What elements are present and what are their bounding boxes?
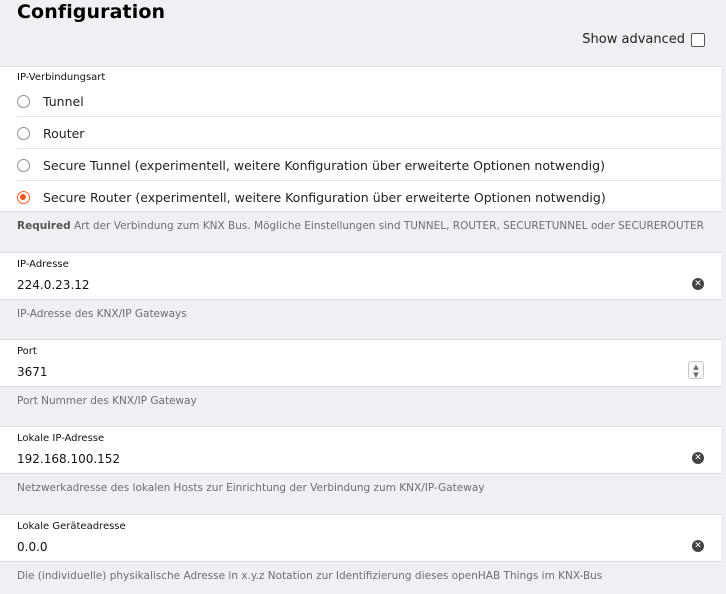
connection-type-label: IP-Verbindungsart (17, 72, 106, 83)
stepper-arrows-icon[interactable]: ▲ ▼ (688, 361, 704, 379)
local-ip-label: Lokale IP-Adresse (17, 433, 105, 444)
ip-address-field[interactable] (0, 252, 721, 300)
clear-icon[interactable]: ✕ (692, 278, 704, 290)
port-input[interactable]: 3671 (17, 365, 48, 379)
local-device-address-field[interactable] (0, 514, 721, 562)
local-device-address-hint: Die (individuelle) physikalische Adresse in x.y.z Notation zur Identifizierung dieses openHAB Things im KNX-Bus (17, 570, 603, 582)
radio-option-label: Router (43, 125, 85, 141)
radio-option-label: Secure Tunnel (experimentell, weitere Konfiguration über erweiterte Optionen notwendig) (43, 157, 605, 173)
local-device-address-label: Lokale Geräteadresse (17, 521, 126, 532)
local-ip-hint: Netzwerkadresse des lokalen Hosts zur Einrichtung der Verbindung zum KNX/IP-Gateway (17, 482, 485, 494)
radio-option-router[interactable] (0, 117, 721, 149)
page-title: Configuration (17, 1, 166, 23)
radio-option-secure-router[interactable] (0, 181, 721, 213)
connection-type-hint-text: Art der Verbindung zum KNX Bus. Mögliche Einstellungen sind TUNNEL, ROUTER, SECURETUNNEL oder SECUREROUTER (70, 220, 704, 232)
clear-icon[interactable]: ✕ (692, 452, 704, 464)
required-label: Required (17, 220, 71, 232)
clear-icon[interactable]: ✕ (692, 540, 704, 552)
radio-option-secure-tunnel[interactable] (0, 149, 721, 181)
local-ip-field[interactable] (0, 426, 721, 474)
port-hint: Port Nummer des KNX/IP Gateway (17, 395, 197, 407)
port-label: Port (17, 346, 37, 357)
radio-button[interactable] (17, 127, 30, 140)
show-advanced-toggle[interactable] (582, 32, 705, 47)
radio-option-label: Tunnel (43, 93, 84, 109)
ip-address-hint: IP-Adresse des KNX/IP Gateways (17, 308, 187, 320)
radio-button[interactable] (17, 95, 30, 108)
ip-address-label: IP-Adresse (17, 259, 69, 270)
show-advanced-checkbox[interactable] (691, 33, 705, 47)
local-ip-input[interactable]: 192.168.100.152 (17, 452, 121, 466)
connection-type-hint (17, 220, 704, 232)
connection-type-card (0, 66, 721, 212)
radio-option-label: Secure Router (experimentell, weitere Konfiguration über erweiterte Optionen notwendig) (43, 189, 606, 205)
ip-address-input[interactable]: 224.0.23.12 (17, 278, 90, 292)
radio-option-tunnel[interactable] (0, 85, 721, 117)
radio-button-selected[interactable] (17, 191, 30, 204)
local-device-address-input[interactable]: 0.0.0 (17, 540, 48, 554)
show-advanced-label: Show advanced (582, 32, 685, 47)
port-field[interactable] (0, 339, 721, 387)
radio-button[interactable] (17, 159, 30, 172)
